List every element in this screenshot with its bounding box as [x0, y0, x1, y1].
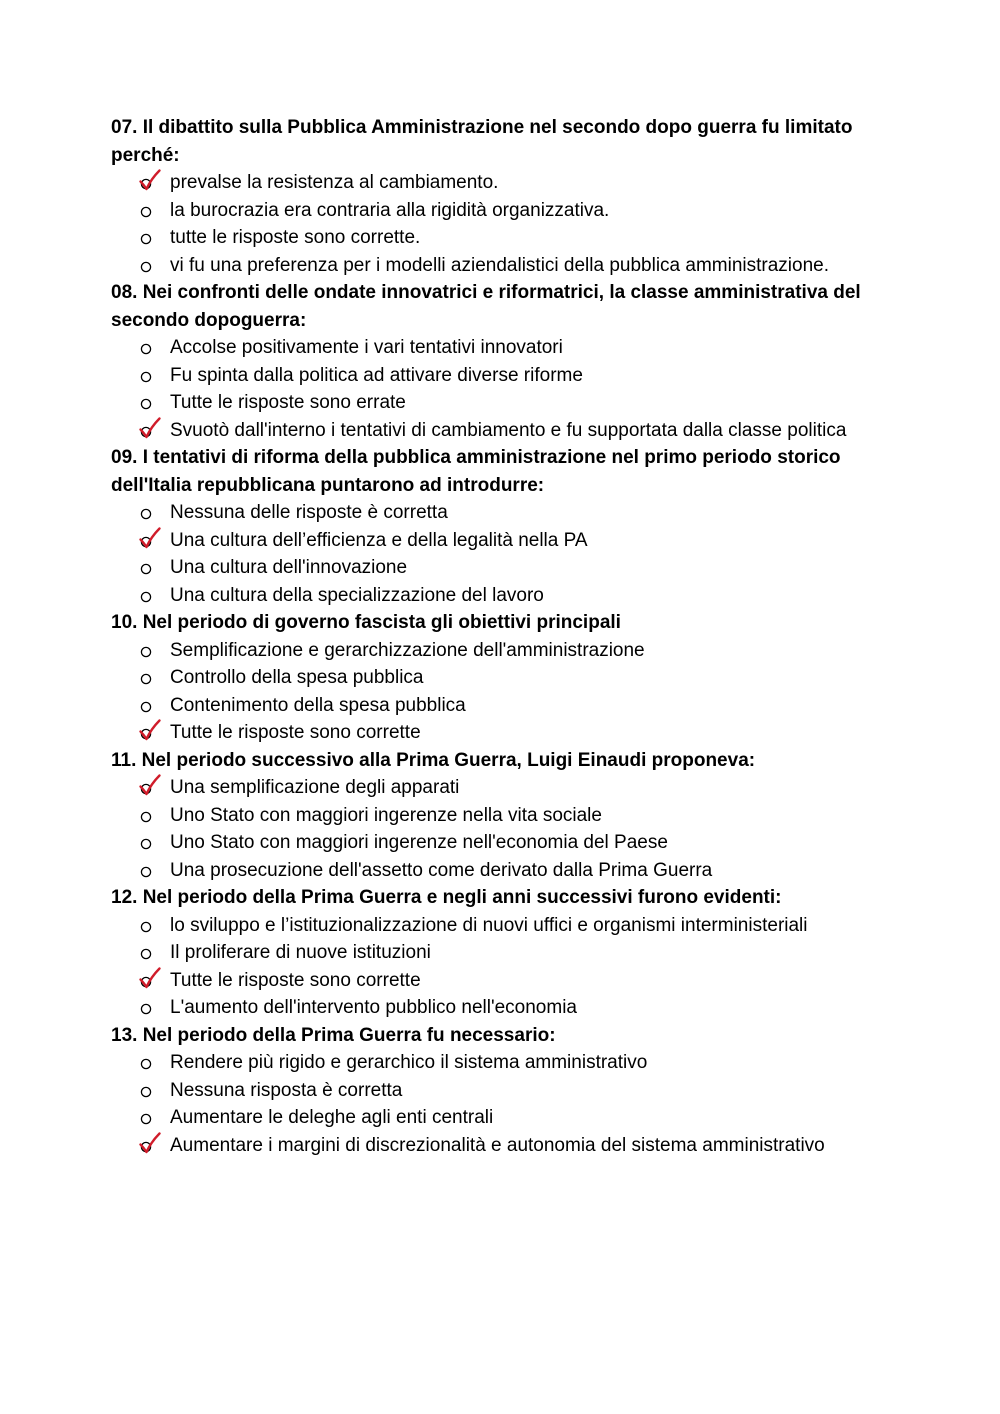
circle-bullet-icon [140, 664, 156, 691]
circle-bullet-icon [140, 1077, 156, 1104]
answer-text: Tutte le risposte sono corrette [170, 969, 421, 991]
answer-text: Tutte le risposte sono errate [170, 392, 406, 413]
answer-text: Controllo della spesa pubblica [170, 667, 424, 688]
circle-bullet-icon [140, 499, 156, 526]
answer-option-correct [111, 774, 901, 802]
bullet [140, 1049, 156, 1077]
answer-option [111, 939, 901, 967]
answer-option-correct [111, 417, 901, 445]
circle-bullet-icon [140, 252, 156, 279]
question-block [111, 279, 901, 444]
bullet [140, 939, 156, 967]
check-mark-icon [140, 417, 164, 444]
answer-list [111, 637, 901, 747]
circle-bullet-icon [140, 994, 156, 1021]
answer-option-correct [111, 719, 901, 747]
bullet [140, 224, 156, 252]
answer-option [111, 334, 901, 362]
question-title: 07. Il dibattito sulla Pubblica Amministrazione nel secondo dopo guerra fu limitato perché: [111, 117, 853, 166]
bullet [140, 389, 156, 417]
answer-option [111, 637, 901, 665]
answer-text: vi fu una preferenza per i modelli aziendalistici della pubblica amministrazione. [170, 254, 830, 276]
circle-bullet-icon [140, 912, 156, 939]
answer-text: Una cultura dell'innovazione [170, 557, 408, 578]
question-block [111, 884, 901, 1022]
circle-bullet-icon [140, 1049, 156, 1076]
question-title: 09. I tentativi di riforma della pubblica amministrazione nel primo periodo storico dell'Italia repubblicana puntarono ad introdurre: [111, 447, 841, 496]
answer-option [111, 692, 901, 720]
bullet [140, 637, 156, 665]
question-block [111, 1022, 901, 1160]
answer-option [111, 252, 901, 280]
circle-bullet-icon [140, 224, 156, 251]
question-block [111, 444, 901, 609]
answer-option-correct [111, 169, 901, 197]
bullet [140, 994, 156, 1022]
answer-option-correct [111, 967, 901, 995]
answer-text: Accolse positivamente i vari tentativi innovatori [170, 337, 563, 358]
answer-text: Una semplificazione degli apparati [170, 777, 460, 798]
circle-bullet-icon [140, 334, 156, 361]
answer-option-correct [111, 1132, 901, 1160]
bullet [140, 912, 156, 940]
question-title: 11. Nel periodo successivo alla Prima Guerra, Luigi Einaudi proponeva: [111, 749, 756, 771]
circle-bullet-icon [140, 582, 156, 609]
checked-bullet [140, 1132, 156, 1160]
answer-text: Contenimento della spesa pubblica [170, 694, 466, 716]
answer-list [111, 1049, 901, 1159]
answer-option [111, 499, 901, 527]
check-mark-icon [140, 527, 164, 554]
bullet [140, 857, 156, 885]
answer-list [111, 912, 901, 1022]
checked-bullet [140, 719, 156, 747]
answer-option-correct [111, 527, 901, 555]
answer-text: Una cultura dell’efficienza e della legalità nella PA [170, 529, 588, 551]
answer-text: Una cultura della specializzazione del lavoro [170, 584, 544, 606]
answer-text: Rendere più rigido e gerarchico il sistema amministrativo [170, 1052, 648, 1073]
checked-bullet [140, 417, 156, 445]
answer-option [111, 362, 901, 390]
answer-text: Uno Stato con maggiori ingerenze nell'economia del Paese [170, 832, 668, 853]
answer-option [111, 197, 901, 225]
circle-bullet-icon [140, 389, 156, 416]
answer-text: Nessuna delle risposte è corretta [170, 502, 448, 523]
circle-bullet-icon [140, 857, 156, 884]
bullet [140, 582, 156, 610]
answer-option [111, 664, 901, 692]
answer-text: tutte le risposte sono corrette. [170, 227, 421, 248]
check-mark-icon [140, 1132, 164, 1159]
question-title: 13. Nel periodo della Prima Guerra fu necessario: [111, 1024, 556, 1046]
bullet [140, 554, 156, 582]
answer-option [111, 1049, 901, 1077]
question-block [111, 609, 901, 747]
answer-text: lo sviluppo e l’istituzionalizzazione di nuovi uffici e organismi interministeriali [170, 914, 808, 936]
circle-bullet-icon [140, 829, 156, 856]
check-mark-icon [140, 967, 164, 994]
answer-text: Fu spinta dalla politica ad attivare diverse riforme [170, 364, 583, 386]
bullet [140, 252, 156, 280]
bullet [140, 692, 156, 720]
bullet [140, 664, 156, 692]
circle-bullet-icon [140, 692, 156, 719]
answer-text: L'aumento dell'intervento pubblico nell'economia [170, 997, 577, 1018]
circle-bullet-icon [140, 802, 156, 829]
answer-text: Il proliferare di nuove istituzioni [170, 942, 431, 963]
answer-option [111, 994, 901, 1022]
circle-bullet-icon [140, 554, 156, 581]
answer-list [111, 499, 901, 609]
circle-bullet-icon [140, 362, 156, 389]
answer-text: prevalse la resistenza al cambiamento. [170, 172, 499, 193]
answer-option [111, 912, 901, 940]
answer-text: Svuotò dall'interno i tentativi di cambiamento e fu supportata dalla classe politica [170, 419, 847, 441]
question-block [111, 114, 901, 279]
question-title: 10. Nel periodo di governo fascista gli obiettivi principali [111, 612, 621, 633]
checked-bullet [140, 169, 156, 197]
check-mark-icon [140, 774, 164, 801]
bullet [140, 802, 156, 830]
answer-list [111, 169, 901, 279]
answer-text: Tutte le risposte sono corrette [170, 722, 421, 743]
answer-option [111, 1077, 901, 1105]
answer-option [111, 389, 901, 417]
answer-text: Nessuna risposta è corretta [170, 1079, 403, 1101]
answer-option [111, 582, 901, 610]
bullet [140, 1104, 156, 1132]
circle-bullet-icon [140, 197, 156, 224]
answer-text: Uno Stato con maggiori ingerenze nella vita sociale [170, 804, 602, 826]
question-title: 08. Nei confronti delle ondate innovatrici e riformatrici, la classe amministrativa del secondo dopoguerra: [111, 282, 861, 331]
answer-option [111, 554, 901, 582]
bullet [140, 829, 156, 857]
answer-text: la burocrazia era contraria alla rigidità organizzativa. [170, 199, 610, 221]
check-mark-icon [140, 169, 164, 196]
checked-bullet [140, 527, 156, 555]
answer-option [111, 1104, 901, 1132]
bullet [140, 334, 156, 362]
checked-bullet [140, 967, 156, 995]
circle-bullet-icon [140, 637, 156, 664]
quiz-page [111, 114, 901, 1159]
answer-text: Aumentare i margini di discrezionalità e autonomia del sistema amministrativo [170, 1134, 825, 1156]
answer-option [111, 829, 901, 857]
bullet [140, 197, 156, 225]
question-block [111, 747, 901, 885]
answer-option [111, 802, 901, 830]
answer-list [111, 774, 901, 884]
answer-text: Aumentare le deleghe agli enti centrali [170, 1107, 494, 1128]
answer-text: Una prosecuzione dell'assetto come derivato dalla Prima Guerra [170, 859, 713, 881]
check-mark-icon [140, 719, 164, 746]
answer-list [111, 334, 901, 444]
bullet [140, 499, 156, 527]
question-title: 12. Nel periodo della Prima Guerra e negli anni successivi furono evidenti: [111, 887, 782, 908]
bullet [140, 1077, 156, 1105]
answer-option [111, 224, 901, 252]
checked-bullet [140, 774, 156, 802]
answer-option [111, 857, 901, 885]
circle-bullet-icon [140, 939, 156, 966]
answer-text: Semplificazione e gerarchizzazione dell'amministrazione [170, 639, 645, 661]
circle-bullet-icon [140, 1104, 156, 1131]
bullet [140, 362, 156, 390]
